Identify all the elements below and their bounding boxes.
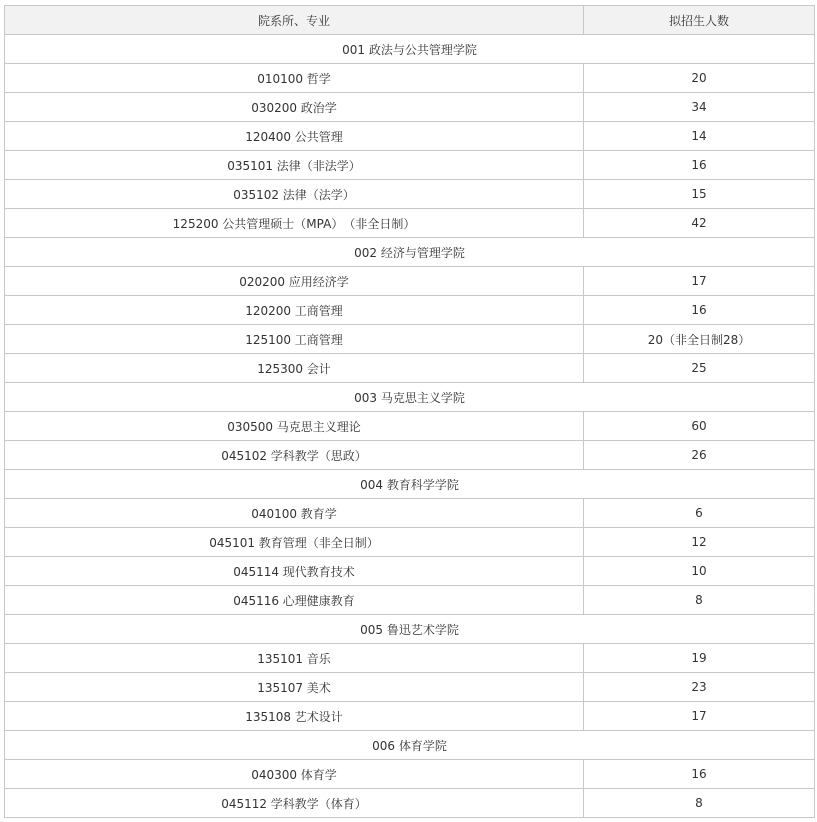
count-cell: 25 <box>584 354 815 383</box>
major-cell: 125200 公共管理硕士（MPA） （非全日制） <box>5 209 584 238</box>
major-cell: 135101 音乐 <box>5 644 584 673</box>
table-row <box>5 702 815 731</box>
count-cell: 16 <box>584 151 815 180</box>
count-cell: 12 <box>584 528 815 557</box>
count-cell: 16 <box>584 296 815 325</box>
count-cell: 20（非全日制28） <box>584 325 815 354</box>
section-row <box>5 615 815 644</box>
section-title: 001 政法与公共管理学院 <box>5 35 815 64</box>
count-cell: 15 <box>584 180 815 209</box>
count-cell: 10 <box>584 557 815 586</box>
count-cell: 14 <box>584 122 815 151</box>
table-row <box>5 64 815 93</box>
count-cell: 17 <box>584 702 815 731</box>
major-cell: 045114 现代教育技术 <box>5 557 584 586</box>
table-row <box>5 412 815 441</box>
table-header <box>5 6 815 35</box>
major-cell: 040300 体育学 <box>5 760 584 789</box>
table-row <box>5 296 815 325</box>
table-row <box>5 354 815 383</box>
major-cell: 020200 应用经济学 <box>5 267 584 296</box>
major-cell: 045101 教育管理（非全日制） <box>5 528 584 557</box>
major-cell: 045102 学科教学（思政） <box>5 441 584 470</box>
count-cell: 20 <box>584 64 815 93</box>
table-row <box>5 499 815 528</box>
count-cell: 34 <box>584 93 815 122</box>
section-title: 003 马克思主义学院 <box>5 383 815 412</box>
section-row <box>5 470 815 499</box>
major-cell: 040100 教育学 <box>5 499 584 528</box>
table-row <box>5 789 815 818</box>
section-title: 004 教育科学学院 <box>5 470 815 499</box>
section-title: 006 体育学院 <box>5 731 815 760</box>
section-row <box>5 35 815 64</box>
section-title: 002 经济与管理学院 <box>5 238 815 267</box>
count-cell: 26 <box>584 441 815 470</box>
table-row <box>5 122 815 151</box>
count-cell: 8 <box>584 586 815 615</box>
table-row <box>5 586 815 615</box>
count-cell: 16 <box>584 760 815 789</box>
section-row <box>5 383 815 412</box>
header-row <box>5 6 815 35</box>
major-cell: 035101 法律（非法学） <box>5 151 584 180</box>
table-row <box>5 180 815 209</box>
section-title: 005 鲁迅艺术学院 <box>5 615 815 644</box>
major-cell: 135108 艺术设计 <box>5 702 584 731</box>
header-planned-count: 拟招生人数 <box>584 6 815 35</box>
section-row <box>5 731 815 760</box>
major-cell: 120400 公共管理 <box>5 122 584 151</box>
major-cell: 125100 工商管理 <box>5 325 584 354</box>
count-cell: 19 <box>584 644 815 673</box>
major-cell: 125300 会计 <box>5 354 584 383</box>
section-row <box>5 238 815 267</box>
table-row <box>5 325 815 354</box>
major-cell: 135107 美术 <box>5 673 584 702</box>
count-cell: 23 <box>584 673 815 702</box>
major-cell: 030500 马克思主义理论 <box>5 412 584 441</box>
major-cell: 010100 哲学 <box>5 64 584 93</box>
major-cell: 035102 法律（法学） <box>5 180 584 209</box>
major-cell: 030200 政治学 <box>5 93 584 122</box>
table-row <box>5 151 815 180</box>
table-row <box>5 673 815 702</box>
count-cell: 17 <box>584 267 815 296</box>
count-cell: 60 <box>584 412 815 441</box>
count-cell: 8 <box>584 789 815 818</box>
admissions-table <box>4 5 815 818</box>
table-row <box>5 93 815 122</box>
table-row <box>5 557 815 586</box>
count-cell: 42 <box>584 209 815 238</box>
major-cell: 120200 工商管理 <box>5 296 584 325</box>
count-cell: 6 <box>584 499 815 528</box>
table-body <box>5 35 815 818</box>
header-department: 院系所、专业 <box>5 6 584 35</box>
table-row <box>5 267 815 296</box>
table-row <box>5 209 815 238</box>
table-row <box>5 441 815 470</box>
major-cell: 045116 心理健康教育 <box>5 586 584 615</box>
table-row <box>5 644 815 673</box>
table-row <box>5 760 815 789</box>
table-row <box>5 528 815 557</box>
major-cell: 045112 学科教学（体育） <box>5 789 584 818</box>
